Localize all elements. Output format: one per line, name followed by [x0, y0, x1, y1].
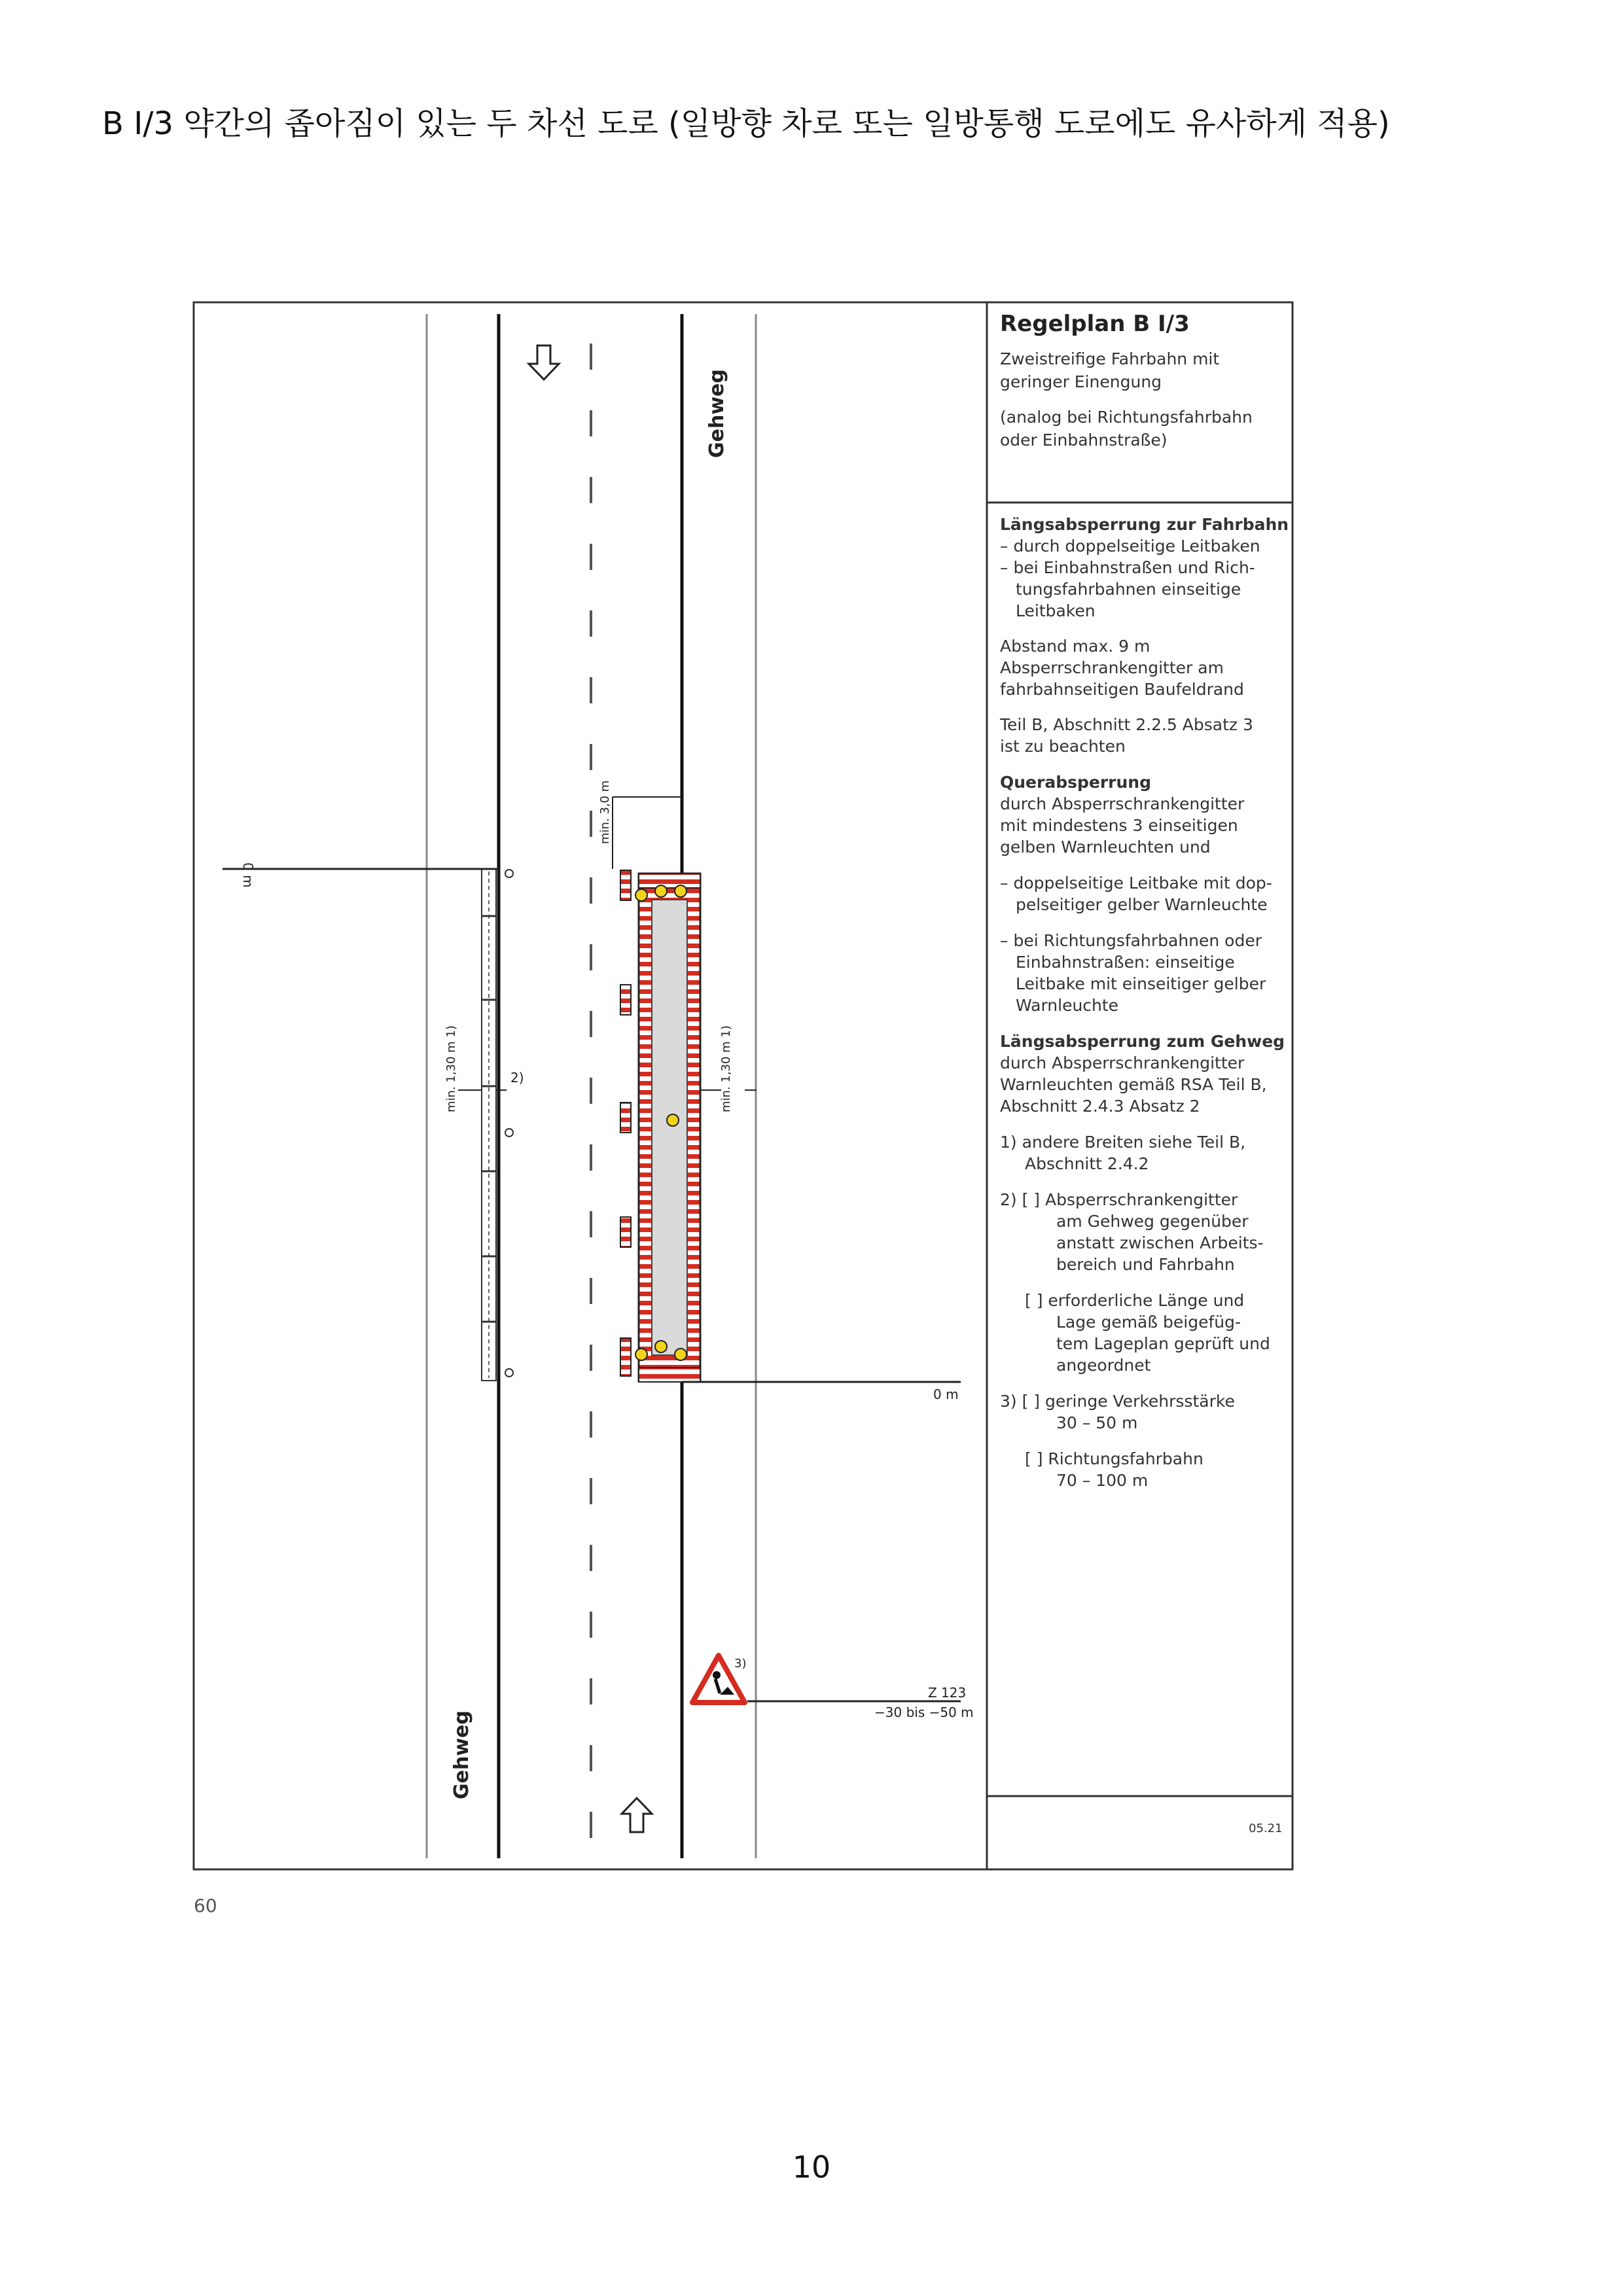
- legend-line: durch Absperrschrankengitter: [1000, 794, 1245, 813]
- legend-line: – durch doppelseitige Leitbaken: [1000, 537, 1260, 556]
- legend-line: Abschnitt 2.4.3 Absatz 2: [1000, 1097, 1200, 1116]
- up-arrow-icon: [622, 1798, 652, 1832]
- sign-distance-label: −30 bis −50 m: [874, 1704, 974, 1720]
- legend-line: Teil B, Abschnitt 2.2.5 Absatz 3: [1000, 715, 1253, 734]
- legend-line: – bei Richtungsfahrbahnen oder: [1000, 931, 1262, 950]
- legend-line: Absperrschrankengitter am: [1000, 658, 1224, 677]
- legend-line: am Gehweg gegenüber: [1056, 1212, 1249, 1231]
- legend-line: Warnleuchte: [1016, 996, 1119, 1015]
- legend-line: Abstand max. 9 m: [1000, 637, 1150, 656]
- legend-line: Abschnitt 2.4.2: [1025, 1154, 1149, 1173]
- zero-label-bottom: 0 m: [933, 1386, 959, 1402]
- warning-light-icon: [505, 870, 513, 1377]
- note-3-marker: 3): [734, 1657, 747, 1670]
- legend-line: 30 – 50 m: [1056, 1413, 1138, 1432]
- legend-line: Warnleuchten gemäß RSA Teil B,: [1000, 1075, 1267, 1094]
- down-arrow-icon: [529, 345, 559, 380]
- plan-analog-line: oder Einbahnstraße): [1000, 431, 1168, 450]
- sidewalk-label-bottom: Gehweg: [450, 1710, 473, 1799]
- plan-subtitle-line: Zweistreifige Fahrbahn mit: [1000, 349, 1220, 368]
- plan-title: Regelplan B I/3: [1000, 311, 1190, 337]
- legend-line: 70 – 100 m: [1056, 1471, 1149, 1490]
- legend-line: anstatt zwischen Arbeits-: [1056, 1233, 1264, 1252]
- legend-line: – bei Einbahnstraßen und Rich-: [1000, 558, 1255, 577]
- sidewalk-label-top: Gehweg: [705, 369, 728, 458]
- date-code: 05.21: [1249, 1822, 1283, 1835]
- page-heading: B I/3 약간의 좁아짐이 있는 두 차선 도로 (일방향 차로 또는 일방통행 도로에도 유사하게 적용): [102, 105, 1390, 142]
- legend-line: pelseitiger gelber Warnleuchte: [1016, 895, 1268, 914]
- legend-line: – doppelseitige Leitbake mit dop-: [1000, 874, 1272, 892]
- legend-line: ist zu beachten: [1000, 737, 1126, 756]
- legend-line: [ ] Richtungsfahrbahn: [1025, 1449, 1204, 1468]
- legend-line: [ ] erforderliche Länge und: [1025, 1291, 1245, 1310]
- legend-line: durch Absperrschrankengitter: [1000, 1053, 1245, 1072]
- legend-line: angeordnet: [1056, 1356, 1151, 1375]
- legend-line: 3) [ ] geringe Verkehrsstärke: [1000, 1392, 1235, 1411]
- legend-line: mit mindestens 3 einseitigen: [1000, 816, 1238, 835]
- plan-subtitle: [1000, 349, 1253, 450]
- left-min-width-label: min. 1,30 m 1): [444, 1025, 458, 1112]
- page-number: 10: [792, 2149, 831, 2185]
- legend-line: bereich und Fahrbahn: [1056, 1255, 1235, 1274]
- legend-line: 2) [ ] Absperrschrankengitter: [1000, 1190, 1238, 1209]
- min-distance-dimension: [613, 797, 682, 869]
- legend-text: [999, 515, 1289, 1490]
- plan-subtitle-line: geringer Einengung: [1000, 372, 1162, 391]
- legend-line: Lage gemäß beigefüg-: [1056, 1313, 1241, 1332]
- legend-line: gelben Warnleuchten und: [1000, 838, 1211, 857]
- right-min-width-label: min. 1,30 m 1): [719, 1025, 733, 1112]
- legend-line: tungsfahrbahnen einseitige: [1016, 580, 1241, 599]
- legend-line: Leitbaken: [1016, 601, 1096, 620]
- legend-block4-title: Querabsperrung: [1000, 773, 1151, 792]
- work-area: [639, 874, 700, 1382]
- legend-line: fahrbahnseitigen Baufeldrand: [1000, 680, 1244, 699]
- legend-line: Leitbake mit einseitiger gelber: [1016, 974, 1266, 993]
- sidewalk-barrier: [482, 869, 496, 1381]
- min-distance-label: min. 3,0 m: [598, 780, 612, 844]
- legend-block1-title: Längsabsperrung zur Fahrbahn: [1000, 515, 1289, 534]
- legend-line: 1) andere Breiten siehe Teil B,: [1000, 1133, 1246, 1152]
- book-page-number: 60: [194, 1895, 217, 1916]
- plan-analog-line: (analog bei Richtungsfahrbahn: [1000, 408, 1253, 427]
- guide-beacons: [620, 870, 631, 1376]
- legend-block7-title: Längsabsperrung zum Gehweg: [1000, 1032, 1285, 1051]
- legend-line: Einbahnstraßen: einseitige: [1016, 953, 1235, 972]
- note-2-marker: 2): [510, 1070, 524, 1086]
- sign-code-label: Z 123: [928, 1685, 967, 1701]
- legend-line: tem Lageplan geprüft und: [1056, 1334, 1270, 1353]
- zero-label-top: 0 m: [240, 862, 256, 888]
